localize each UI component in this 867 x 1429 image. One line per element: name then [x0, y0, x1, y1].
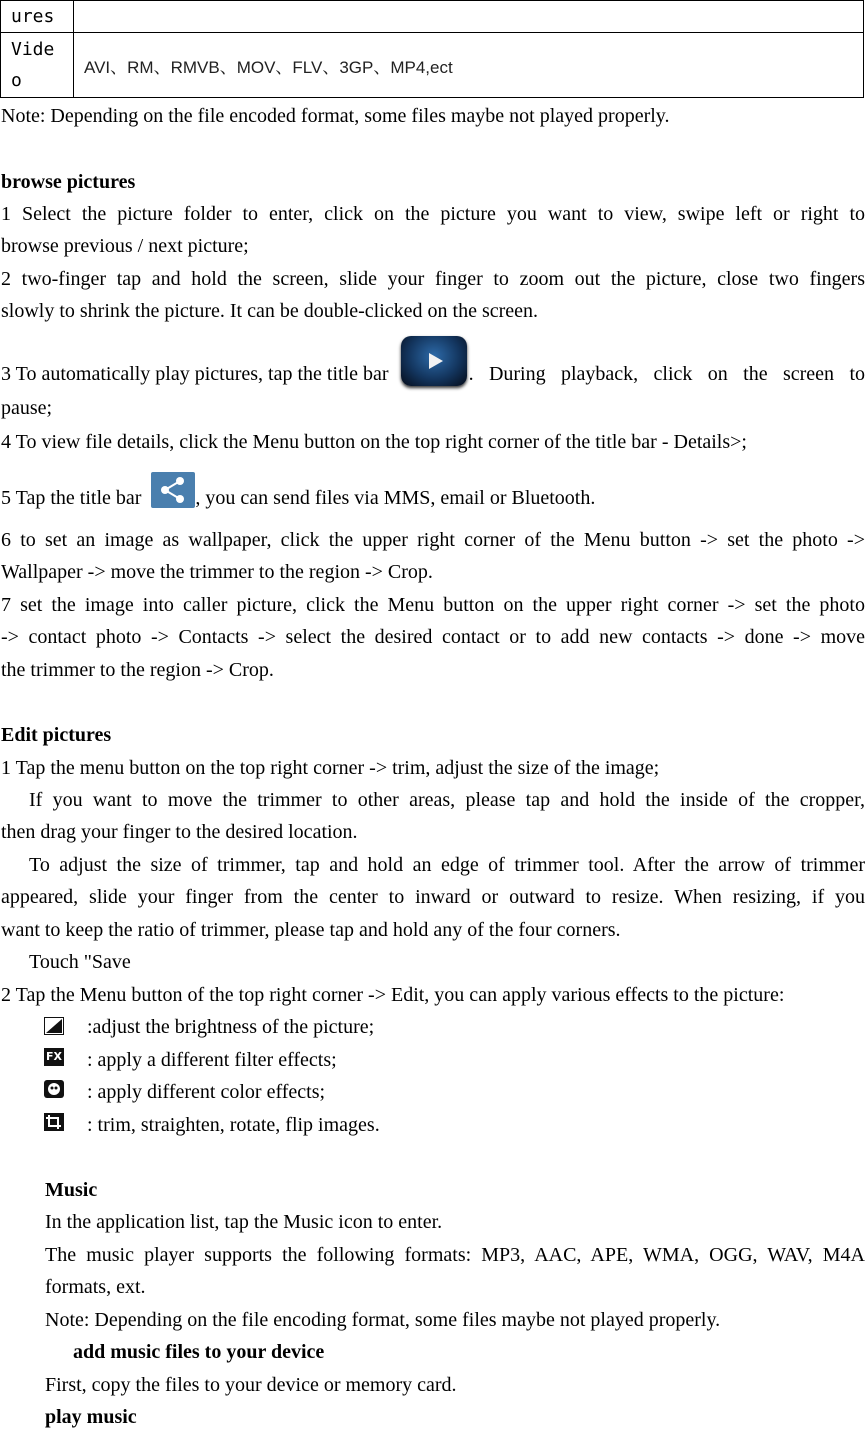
- effect-item: : trim, straighten, rotate, flip images.: [87, 1114, 380, 1136]
- paragraph-line: then drag your finger to the desired location.: [1, 821, 358, 843]
- paragraph-line: Note: Depending on the file encoding format, some files maybe not played properly.: [45, 1309, 721, 1331]
- table-cell-label: [1, 33, 74, 98]
- section-heading-edit: Edit pictures: [1, 724, 112, 746]
- brightness-icon: [44, 1017, 64, 1035]
- paragraph-line: formats, ext.: [45, 1276, 146, 1298]
- paragraph-line: Wallpaper -> move the trimmer to the region -> Crop.: [1, 561, 433, 583]
- paragraph-line: browse previous / next picture;: [1, 235, 249, 257]
- format-table: [0, 0, 864, 98]
- effect-item: : apply different color effects;: [87, 1081, 326, 1103]
- paragraph-line: In the application list, tap the Music icon to enter.: [45, 1211, 443, 1233]
- paragraph-line: First, copy the files to your device or memory card.: [45, 1374, 457, 1396]
- crop-icon: [44, 1113, 64, 1131]
- paragraph-line: 2 Tap the Menu button of the top right corner -> Edit, you can apply various effects to the picture:: [1, 984, 785, 1006]
- table-row: [1, 33, 864, 98]
- note-text: Note: Depending on the file encoded format, some files maybe not played properly.: [1, 105, 670, 127]
- paragraph-line: 7 set the image into caller picture, click the Menu button on the upper right corner -> set the photo: [1, 594, 865, 616]
- paragraph-text: 5 Tap the title bar: [1, 487, 142, 509]
- paragraph-line: 2 two-finger tap and hold the screen, slide your finger to zoom out the picture, close two fingers: [1, 268, 865, 290]
- paragraph-line: If you want to move the trimmer to other areas, please tap and hold the inside of the cropper,: [29, 789, 865, 811]
- subheading-add-music: add music files to your device: [73, 1341, 325, 1363]
- effect-item: :adjust the brightness of the picture;: [87, 1016, 375, 1038]
- section-heading-music: Music: [45, 1179, 98, 1201]
- effect-item: : apply a different filter effects;: [87, 1049, 337, 1071]
- play-icon: [401, 336, 467, 386]
- paragraph-line: slowly to shrink the picture. It can be double-clicked on the screen.: [1, 300, 539, 322]
- table-row: [1, 1, 864, 33]
- paragraph-line: To adjust the size of trimmer, tap and hold an edge of trimmer tool. After the arrow of trimmer: [29, 854, 865, 876]
- cell-line: Vide: [11, 39, 55, 60]
- paragraph-line: the trimmer to the region -> Crop.: [1, 659, 274, 681]
- subheading-play-music: play music: [45, 1406, 137, 1428]
- paragraph-line: appeared, slide your finger from the center to inward or outward to resize. When resizing, if you: [1, 886, 865, 908]
- color-effects-icon: [44, 1080, 64, 1098]
- paragraph-line: pause;: [1, 397, 53, 419]
- table-cell-value: [74, 1, 864, 33]
- paragraph-text: , you can send files via MMS, email or Bluetooth.: [195, 487, 596, 509]
- paragraph-text: . During playback, click on the screen to: [468, 363, 865, 385]
- paragraph-text: 3 To automatically play pictures, tap the title bar: [1, 363, 389, 385]
- cell-line: o: [11, 70, 22, 91]
- paragraph-line: 6 to set an image as wallpaper, click the upper right corner of the Menu button -> set the photo ->: [1, 529, 865, 551]
- paragraph-line: want to keep the ratio of trimmer, please tap and hold any of the four corners.: [1, 919, 621, 941]
- paragraph-line: 4 To view file details, click the Menu button on the top right corner of the title bar - Details>;: [1, 431, 747, 453]
- paragraph-line: 1 Tap the menu button on the top right corner -> trim, adjust the size of the image;: [1, 757, 660, 779]
- table-cell-value: AVI、RM、RMVB、MOV、FLV、3GP、MP4,ect: [74, 33, 864, 98]
- share-icon: [151, 472, 195, 508]
- table-cell-label: ures: [1, 1, 74, 33]
- fx-filter-icon: FX: [44, 1048, 64, 1066]
- paragraph-line: The music player supports the following formats: MP3, AAC, APE, WMA, OGG, WAV, M4A: [45, 1244, 865, 1266]
- paragraph-line: Touch "Save: [29, 951, 131, 973]
- paragraph-line: -> contact photo -> Contacts -> select the desired contact or to add new contacts -> done -> move: [1, 626, 865, 648]
- paragraph-line: [1, 362, 865, 386]
- paragraph-line: [1, 486, 865, 510]
- section-heading-browse: browse pictures: [1, 171, 136, 193]
- paragraph-line: 1 Select the picture folder to enter, click on the picture you want to view, swipe left or right to: [1, 203, 865, 225]
